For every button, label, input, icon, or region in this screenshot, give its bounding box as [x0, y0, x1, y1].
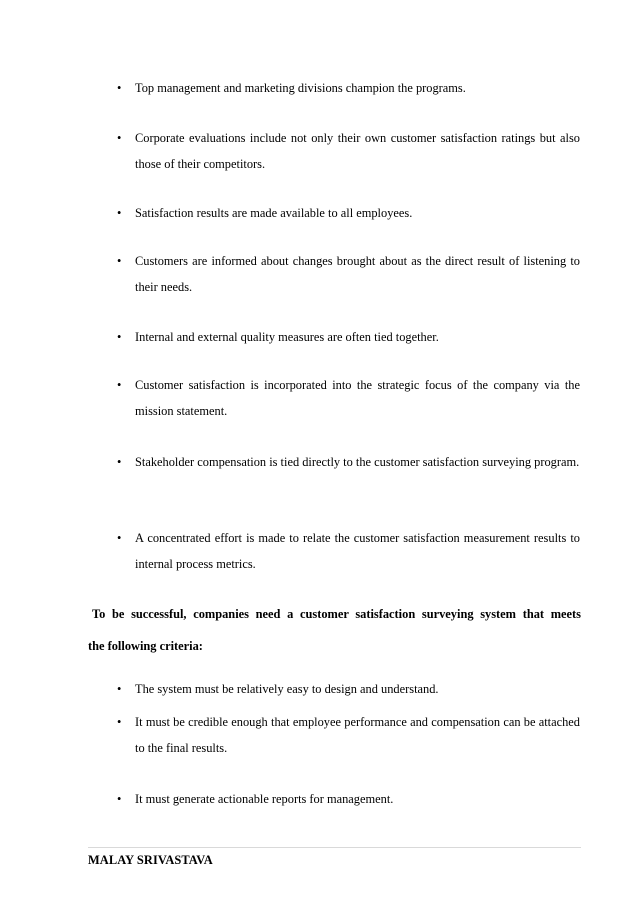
list-item	[118, 525, 580, 577]
list-item-text: A concentrated effort is made to relate the customer satisfaction measurement results to internal process metrics.	[135, 531, 580, 571]
list-item-text: It must generate actionable reports for management.	[135, 792, 394, 806]
bullet-icon: •	[117, 531, 122, 545]
list-item	[118, 248, 580, 300]
footer-divider	[88, 847, 581, 848]
list-item	[118, 125, 580, 177]
heading-line: the following criteria:	[88, 639, 203, 653]
list-item	[118, 449, 580, 475]
list-item-text: Customer satisfaction is incorporated into the strategic focus of the company via the mission statement.	[135, 378, 580, 418]
list-item	[118, 709, 580, 761]
list-item-text: Top management and marketing divisions champion the programs.	[135, 81, 466, 95]
bullet-icon: •	[117, 131, 122, 145]
list-item	[118, 676, 580, 702]
bullet-icon: •	[117, 254, 122, 268]
list-item	[118, 372, 580, 424]
list-item-text: The system must be relatively easy to design and understand.	[135, 682, 439, 696]
list-item-text: Satisfaction results are made available to all employees.	[135, 206, 413, 220]
bullet-icon: •	[117, 455, 122, 469]
list-item	[118, 324, 580, 350]
list-item-text: Customers are informed about changes brought about as the direct result of listening to their needs.	[135, 254, 580, 294]
bullet-icon: •	[117, 206, 122, 220]
list-item-text: It must be credible enough that employee performance and compensation can be attached to the final results.	[135, 715, 580, 755]
list-item-text: Corporate evaluations include not only their own customer satisfaction ratings but also those of their competitors.	[135, 131, 580, 171]
footer-author: MALAY SRIVASTAVA	[88, 853, 213, 867]
bullet-icon: •	[117, 330, 122, 344]
list-item	[118, 200, 580, 226]
bullet-icon: •	[117, 792, 122, 806]
section-heading	[88, 601, 581, 659]
bullet-icon: •	[117, 81, 122, 95]
list-item-text: Internal and external quality measures are often tied together.	[135, 330, 439, 344]
bullet-icon: •	[117, 378, 122, 392]
list-item	[118, 75, 580, 101]
list-item	[118, 786, 580, 812]
heading-line: To be successful, companies need a customer satisfaction surveying system that meets	[92, 607, 581, 621]
bullet-icon: •	[117, 715, 122, 729]
bullet-icon: •	[117, 682, 122, 696]
list-item-text: Stakeholder compensation is tied directly to the customer satisfaction surveying program.	[135, 455, 580, 469]
